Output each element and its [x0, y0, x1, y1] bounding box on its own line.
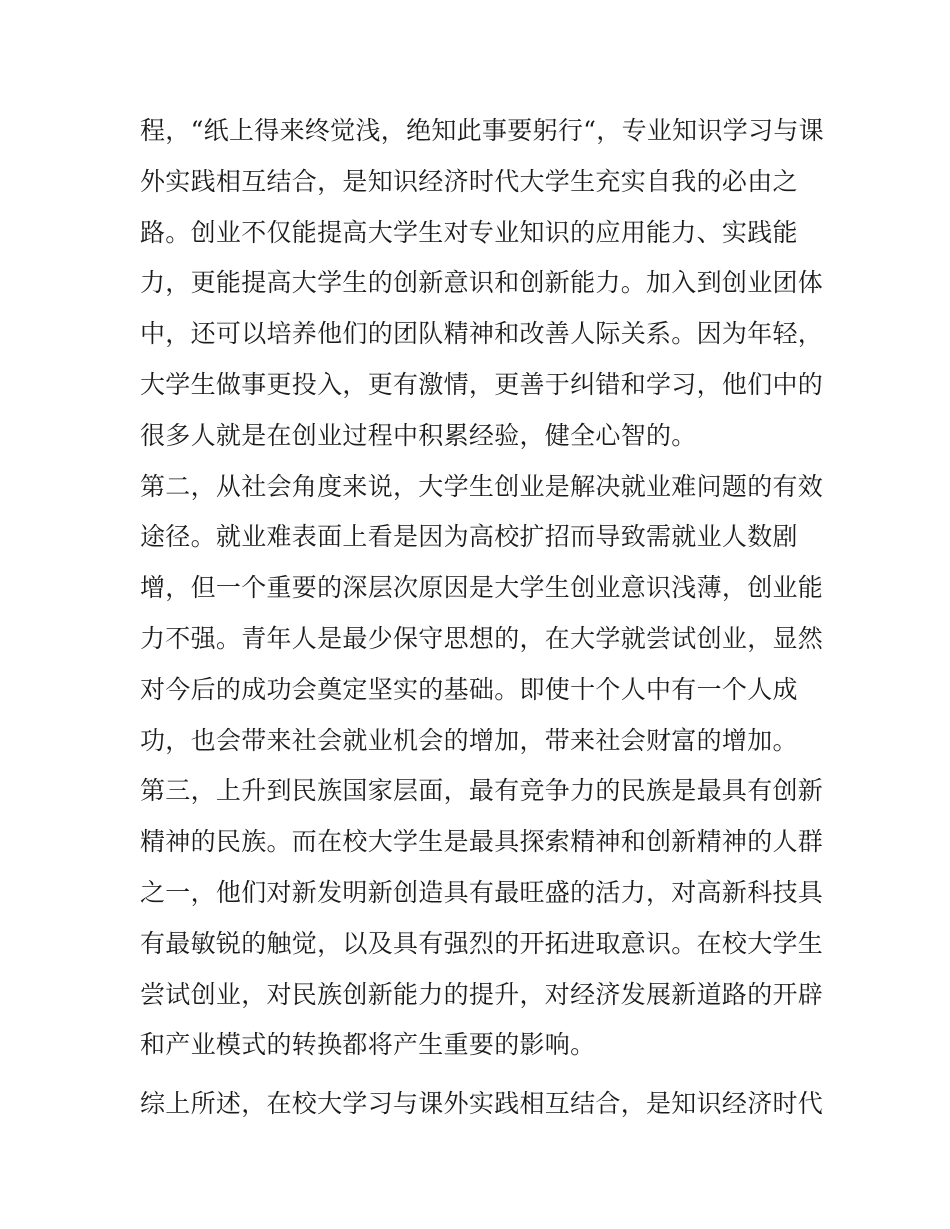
text-line: 外实践相互结合，是知识经济时代大学生充实自我的必由之: [140, 166, 798, 196]
text-line: 功，也会带来社会就业机会的增加，带来社会财富的增加。: [140, 725, 798, 755]
paragraph-3: [140, 766, 824, 1071]
text-line: 路。创业不仅能提高大学生对专业知识的应用能力、实践能: [140, 217, 798, 247]
text-line: 综上所述，在校大学习与课外实践相互结合，是知识经济时代: [140, 1089, 824, 1119]
text-line: 精神的民族。而在校大学生是最具探索精神和创新精神的人群: [140, 827, 824, 857]
text-line: 大学生做事更投入，更有激情，更善于纠错和学习，他们中的: [140, 369, 824, 399]
text-line: 程，“纸上得来终觉浅，绝知此事要躬行“，专业知识学习与课: [140, 116, 824, 145]
text-line: 尝试创业，对民族创新能力的提升，对经济发展新道路的开辟: [140, 979, 824, 1009]
paragraph-spacer: [140, 1071, 820, 1079]
text-line: 力不强。青年人是最少保守思想的，在大学就尝试创业，显然: [140, 623, 824, 653]
text-line: 第二，从社会角度来说，大学生创业是解决就业难问题的有效: [140, 471, 824, 501]
text-line: 很多人就是在创业过程中积累经验，健全心智的。: [140, 420, 697, 450]
text-line: 对今后的成功会奠定坚实的基础。即使十个人中有一个人成: [140, 674, 798, 704]
text-line: 和产业模式的转换都将产生重要的影响。: [140, 1030, 596, 1060]
paragraph-4: [140, 1079, 824, 1130]
text-line: 第三，上升到民族国家层面，最有竞争力的民族是最具有创新: [140, 776, 824, 806]
paragraph-2: [140, 462, 824, 767]
paragraph-1: [140, 106, 824, 462]
text-line: 增，但一个重要的深层次原因是大学生创业意识浅薄，创业能: [140, 573, 824, 603]
text-line: 有最敏锐的触觉，以及具有强烈的开拓进取意识。在校大学生: [140, 928, 824, 958]
text-line: 之一，他们对新发明新创造具有最旺盛的活力，对高新科技具: [140, 877, 824, 907]
text-line: 途径。就业难表面上看是因为高校扩招而导致需就业人数剧: [140, 522, 798, 552]
document-body: [140, 106, 824, 1130]
text-line: 中，还可以培养他们的团队精神和改善人际关系。因为年轻，: [140, 319, 824, 349]
text-line: 力，更能提高大学生的创新意识和创新能力。加入到创业团体: [140, 268, 824, 298]
